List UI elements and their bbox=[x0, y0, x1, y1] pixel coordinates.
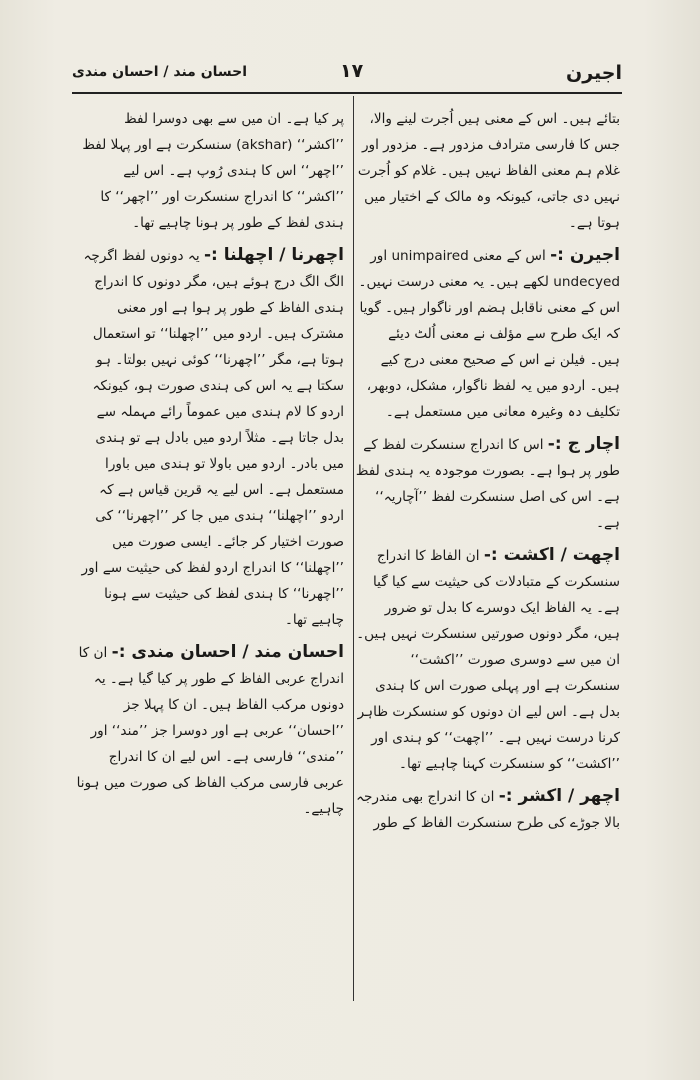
column-divider bbox=[353, 96, 354, 1001]
entry-headword: اچھرنا / اچھلنا :- bbox=[203, 245, 344, 265]
entry-paragraph bbox=[355, 542, 620, 777]
page-header bbox=[72, 58, 622, 92]
entry-headword: اچار ج :- bbox=[547, 434, 620, 454]
entry-text: یہ دونوں لفظ اگرچہ الگ الگ درج ہوئے ہیں، مگر دونوں کا اندراج ہندی الفاظ کے طور پر ہوا ہے اور معنی مشترک ہیں۔ اردو میں ’’اچھلنا‘‘ تو استعمال ہوتا ہے، مگر ’’اچھرنا‘‘ کوئی نہیں بولتا۔ ہو سکتا ہے یہ اس کی ہندی صورت ہو، کیونکہ اردو کا لام ہندی میں عموماً رائے مہملہ سے بدل جاتا ہے۔ مثلاً اردو میں بادل ہے تو ہندی میں بادر۔ اردو میں باولا تو ہندی میں باورا مستعمل ہے۔ اس لیے یہ قرین قیاس ہے کہ اردو ’’اچھلنا‘‘ ہندی میں جا کر ’’اچھرنا‘‘ کی صورت اختیار کر جائے۔ ایسی صورت میں ’’اچھلنا‘‘ کا اندراج اردو لفظ کی حیثیت سے اور ’’اچھرنا‘‘ کا ہندی لفظ کی حیثیت سے ہونا چاہیے تھا۔ bbox=[81, 248, 344, 628]
running-head-right: اجیرن bbox=[566, 62, 622, 84]
running-head-left: احسان مند / احسان مندی bbox=[72, 64, 248, 80]
entry-headword: احسان مند / احسان مندی :- bbox=[111, 642, 344, 662]
entry-text: سنسکرت ہے اور پہلا لفظ ’’اچھر‘‘ اس کا ہندی رُوپ ہے۔ اس لیے ’’اکشر‘‘ کا اندراج سنسکرت اور ’’اچھر‘‘ کا ہندی لفظ کے طور پر ہونا چاہیے تھا۔ bbox=[82, 137, 344, 231]
header-rule bbox=[72, 92, 622, 94]
entry-text: ان کا اندراج عربی الفاظ کے طور پر کیا گیا ہے۔ یہ دونوں مرکب الفاظ ہیں۔ ان کا پہلا جز ’’احسان‘‘ عربی ہے اور دوسرا جز ’’مند‘‘ اور ’’مندی‘‘ فارسی ہے۔ اس لیے ان کا اندراج عربی فارسی مرکب الفاظ کی صورت میں ہونا چاہیے۔ bbox=[76, 645, 344, 817]
english-gloss: undecyed bbox=[553, 274, 620, 290]
entry-paragraph bbox=[355, 242, 620, 425]
entry-text: پر کیا ہے۔ ان میں سے بھی دوسرا لفظ ’’اکشر‘‘ bbox=[124, 111, 344, 153]
entry-text: بتائے ہیں۔ اس کے معنی ہیں اُجرت لینے والا، جس کا فارسی مترادف مزدور ہے۔ مزدور اور غلام ہم معنی الفاظ نہیں ہیں۔ غلام کو اُجرت نہیں دی جاتی، کیونکہ وہ مالک کے اختیار میں ہوتا ہے۔ bbox=[357, 111, 620, 231]
entry-text: اس کا اندراج سنسکرت لفظ کے طور پر ہوا ہے۔ بصورت موجودہ یہ ہندی لفظ ہے۔ اس کی اصل سنسکرت لفظ ’’آچاریہ‘‘ ہے۔ bbox=[355, 437, 620, 531]
left-column bbox=[76, 106, 344, 996]
right-column bbox=[355, 106, 620, 996]
entry-text: اس کے معنی bbox=[473, 248, 546, 264]
english-gloss: (akshar) bbox=[236, 137, 293, 153]
entry-text: لکھے ہیں۔ یہ معنی درست نہیں۔ اس کے معنی ناقابل ہضم اور ناگوار ہیں۔ گویا کہ ایک طرح سے مؤلف نے معنی اُلٹ دیئے ہیں۔ فیلن نے اس کے صحیح معنی درج کیے ہیں۔ اردو میں یہ لفظ ناگوار، مشکل، دوبھر، تکلیف دہ وغیرہ معانی میں مستعمل ہے۔ bbox=[358, 274, 620, 420]
entry-headword: اچھت / اکشت :- bbox=[483, 545, 620, 565]
entry-paragraph bbox=[76, 242, 344, 633]
entry-paragraph bbox=[76, 106, 344, 236]
entry-headword: اجیرن :- bbox=[550, 245, 620, 265]
entry-paragraph bbox=[355, 106, 620, 236]
entry-text: ان الفاظ کا اندراج سنسکرت کے متبادلات کی حیثیت سے کیا گیا ہے۔ یہ الفاظ ایک دوسرے کا بدل تو ضرور ہیں، مگر دونوں صورتیں سنسکرت نہیں ہیں۔ ان میں سے دوسری صورت ’’اکشت‘‘ سنسکرت ہے اور پہلی صورت اس کا ہندی بدل ہے۔ اس لیے ان دونوں کو سنسکرت ظاہر کرنا درست نہیں ہے۔ ’’اچھت‘‘ کو ہندی اور ’’اکشت‘‘ کو سنسکرت کہنا چاہیے تھا۔ bbox=[356, 548, 620, 772]
english-gloss: unimpaired bbox=[391, 248, 469, 264]
entry-headword: اچھر / اکشر :- bbox=[498, 786, 620, 806]
entry-paragraph bbox=[355, 783, 620, 836]
entry-paragraph bbox=[76, 639, 344, 822]
entry-paragraph bbox=[355, 431, 620, 536]
page-number: ۱۷ bbox=[340, 60, 364, 82]
entry-text: اور bbox=[370, 248, 388, 264]
entry-text: ان کا اندراج بھی مندرجہ بالا جوڑے کی طرح سنسکرت الفاظ کے طور bbox=[356, 789, 620, 831]
